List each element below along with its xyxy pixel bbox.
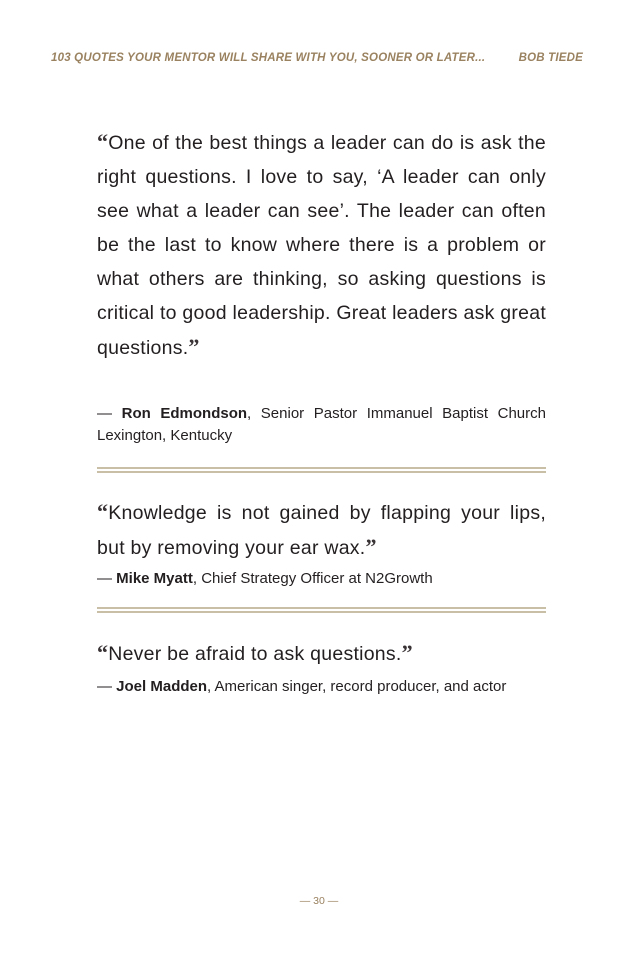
page-number: — 30 — [299,895,339,907]
quote-text [97,125,546,365]
quote-author: Joel Madden [116,678,208,695]
attribution-dash: — [97,570,117,587]
author-description: , Senior Pastor Immanuel Baptist Church Lexington, Kentucky [97,405,546,444]
attribution-dash: — [97,405,122,422]
running-header [0,52,638,72]
quote-author: Ron Edmondson [121,405,248,422]
author-name: BOB TIEDE [518,52,583,64]
section-divider [97,607,546,613]
quote-body: One of the best things a leader can do is ask the right questions. I love to say, ‘A leader can only see what a leader can see’. The leader can often be the last to know where there is a problem or what others are thinking, so asking questions is critical to good leadership. Great leaders ask great questions. [97,132,546,359]
close-quote-mark: ” [401,640,413,665]
quote-body: Never be afraid to ask questions. [108,643,402,665]
close-quote-mark: ” [188,334,200,359]
open-quote-mark: “ [97,640,109,665]
open-quote-mark: “ [97,129,109,154]
quote-attribution [97,676,546,698]
quote-text [97,636,546,671]
attribution-dash: — [97,678,117,695]
open-quote-mark: “ [97,499,109,524]
book-title: 103 QUOTES YOUR MENTOR WILL SHARE WITH YOU, SOONER OR LATER... [51,52,486,64]
quote-text [97,495,546,565]
quote-body: Knowledge is not gained by flapping your lips, but by removing your ear wax. [97,502,546,559]
close-quote-mark: ” [365,534,377,559]
quote-attribution [97,403,546,447]
section-divider [97,467,546,473]
author-description: , Chief Strategy Officer at N2Growth [192,570,433,587]
quote-attribution [97,568,546,590]
quote-author: Mike Myatt [116,570,193,587]
author-description: , American singer, record producer, and actor [207,678,507,695]
